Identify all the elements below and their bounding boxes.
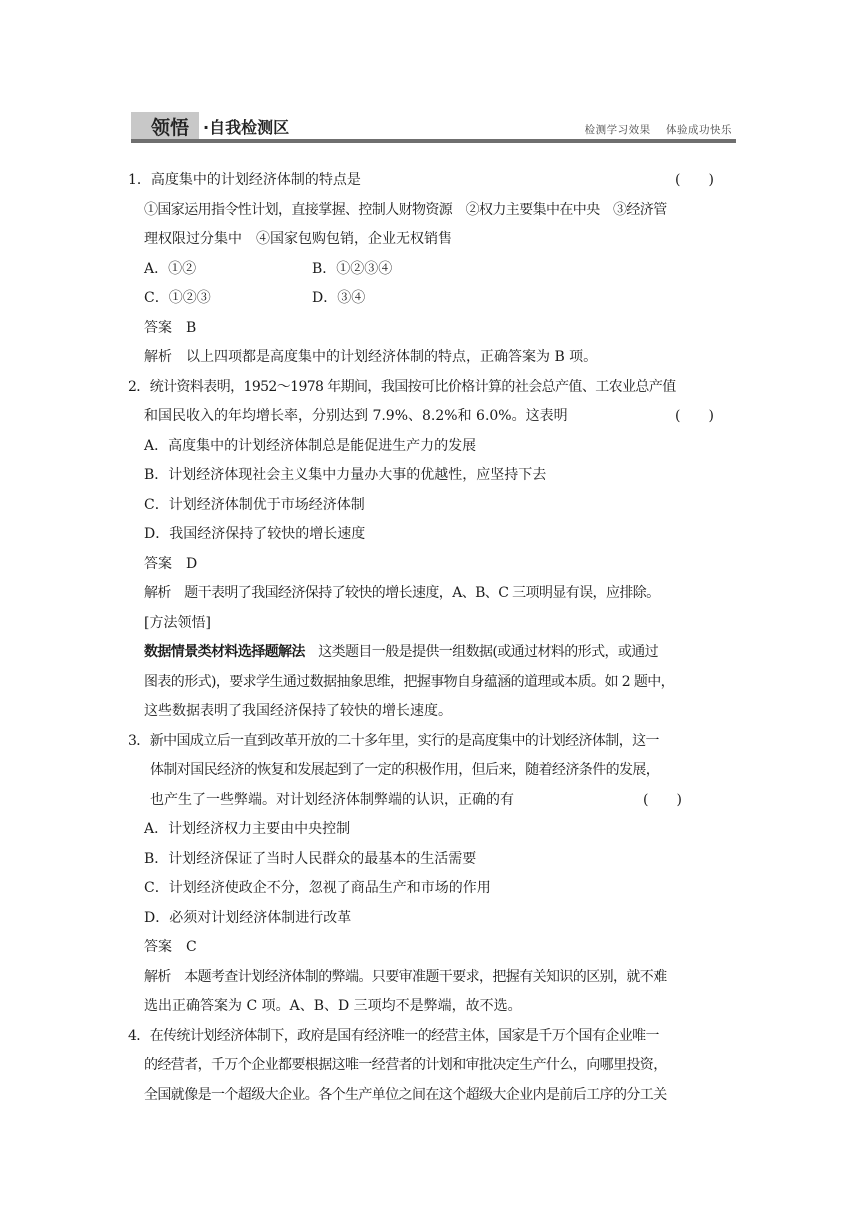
q3-option-d: D．必须对计划经济体制进行改革: [144, 909, 352, 926]
q2-answer: 答案 D: [144, 555, 198, 572]
q1-line-2: ①国家运用指令性计划，直接掌握、控制人财物资源 ②权力主要集中在中央 ③经济管: [144, 201, 667, 218]
q1-option-c: C．①②③: [144, 290, 211, 306]
q3-answer-paren: ( ): [643, 791, 682, 808]
q2-line-2-wrap: [128, 402, 736, 432]
q2-answer-paren: ( ): [675, 408, 714, 424]
q2-option-d: D．我国经济保持了较快的增长速度: [144, 526, 366, 542]
section-title: ·自我检测区: [203, 118, 290, 137]
q1-stem-line: [128, 166, 736, 196]
q2-analysis: 解析 题干表明了我国经济保持了较快的增长速度，A、B、C 三项明显有误，应排除。: [144, 585, 660, 601]
q1-option-b: B．①②③④: [312, 260, 393, 277]
q1-options-ab: [128, 255, 736, 285]
q2-option-c: C．计划经济体制优于市场经济体制: [144, 496, 365, 513]
method-line-2: 图表的形式)，要求学生通过数据抽象思维，把握事物自身蕴涵的道理或本质。如 2 题中，: [144, 673, 675, 690]
q1-stem: 1．高度集中的计划经济体制的特点是: [128, 172, 361, 188]
header-slogan: 检测学习效果 体验成功快乐: [584, 124, 732, 136]
q2-line-2: 和国民收入的年均增长率，分别达到 7.9%、8.2%和 6.0%。这表明: [144, 408, 568, 424]
exercise-content: [128, 166, 736, 1110]
q3-answer: 答案 C: [144, 939, 197, 955]
q4-line-1: 4．在传统计划经济体制下，政府是国有经济唯一的经营主体，国家是千万个国有企业唯一: [128, 1027, 659, 1044]
q3-line-2: 体制对国民经济的恢复和发展起到了一定的积极作用，但后来，随着经济条件的发展，: [150, 762, 660, 778]
q3-line-3-wrap: [128, 786, 736, 816]
q3-option-b: B．计划经济保证了当时人民群众的最基本的生活需要: [144, 850, 477, 867]
q3-line-3: 也产生了一些弊端。对计划经济体制弊端的认识，正确的有: [150, 791, 514, 808]
method-text-1: 这类题目一般是提供一组数据(或通过材料的形式，或通过: [304, 644, 659, 660]
header-rule: [131, 139, 736, 143]
q3-analysis-line-1: 解析 本题考查计划经济体制的弊端。只要审准题干要求，把握有关知识的区别，就不难: [144, 968, 667, 985]
method-line-3: 这些数据表明了我国经济保持了较快的增长速度。: [144, 703, 452, 719]
q4-line-2: 的经营者，千万个企业都要根据这唯一经营者的计划和审批决定生产什么，向哪里投资，: [144, 1057, 667, 1073]
q3-option-c: C．计划经济使政企不分，忽视了商品生产和市场的作用: [144, 880, 491, 896]
q3-line-1: 3．新中国成立后一直到改革开放的二十多年里，实行的是高度集中的计划经济体制，这一: [128, 732, 659, 749]
q1-answer-paren: ( ): [675, 172, 714, 188]
q1-option-a: A．①②: [144, 260, 197, 277]
q2-option-b: B．计划经济体现社会主义集中力量办大事的优越性，应坚持下去: [144, 467, 547, 483]
q3-option-a: A．计划经济权力主要由中央控制: [144, 821, 351, 837]
header-tab-label: 领悟: [151, 117, 190, 139]
q2-line-1: 2．统计资料表明，1952～1978 年期间，我国按可比价格计算的社会总产值、工农业总产值: [128, 378, 676, 395]
q1-option-d: D．③④: [312, 290, 366, 306]
q1-analysis: 解析 以上四项都是高度集中的计划经济体制的特点，正确答案为 B 项。: [144, 349, 598, 365]
section-header: [131, 108, 736, 142]
q1-line-3: 理权限过分集中 ④国家包购包销，企业无权销售: [144, 231, 452, 247]
method-tag: [方法领悟]: [144, 614, 211, 631]
method-line-1: [128, 638, 736, 668]
q4-line-3: 全国就像是一个超级大企业。各个生产单位之间在这个超级大企业内是前后工序的分工关: [144, 1086, 667, 1103]
method-title: 数据情景类材料选择题解法: [144, 644, 305, 660]
q1-answer: 答案 B: [144, 319, 197, 336]
q3-analysis-line-2: 选出正确答案为 C 项。A、B、D 三项均不是弊端，故不选。: [144, 998, 522, 1014]
q1-options-cd: [128, 284, 736, 314]
q2-option-a: A．高度集中的计划经济体制总是能促进生产力的发展: [144, 437, 477, 454]
